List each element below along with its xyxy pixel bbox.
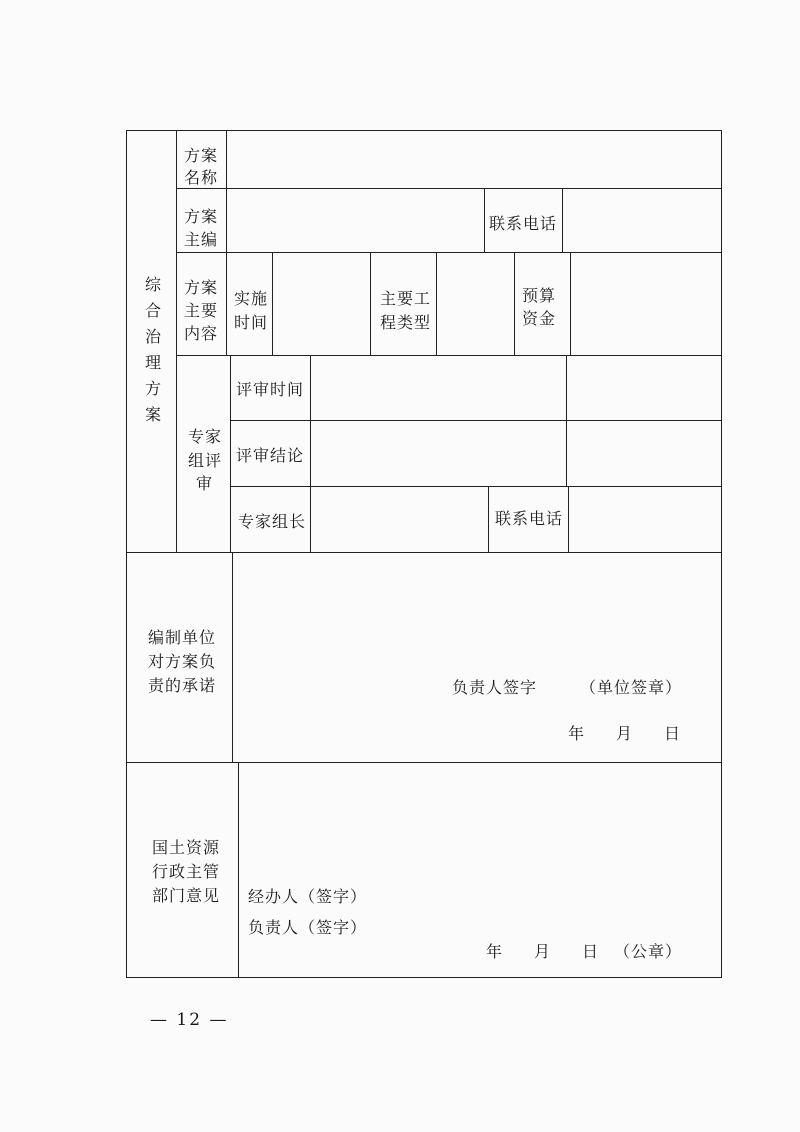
rule-col-phone-1b (562, 188, 563, 252)
rule-col-phone-2 (488, 486, 489, 552)
rule-section-commitment (126, 552, 722, 553)
rule-section-authority (126, 762, 722, 763)
rule-col-content-b (370, 252, 371, 355)
plan-content-label-1: 方案 (184, 278, 219, 297)
handler-sign-text: 经办人（签字） (248, 887, 368, 906)
rule-col-content-a (272, 252, 273, 355)
plan-editor-label-2: 主编 (184, 230, 219, 249)
rule-row-3 (176, 355, 722, 356)
rule-row-1 (176, 188, 722, 189)
official-seal-text: （公章） (614, 942, 683, 961)
rule-col-content-e (570, 252, 571, 355)
project-type-label-2: 程类型 (380, 313, 432, 332)
commitment-date-day: 日 (664, 724, 682, 743)
rule-review-1 (230, 420, 722, 421)
project-type-label-1: 主要工 (380, 289, 432, 308)
person-signature-text: 负责人签字 (452, 678, 538, 697)
authority-date-year: 年 (486, 942, 504, 961)
authority-date-day: 日 (582, 942, 600, 961)
expert-leader-label: 专家组长 (238, 512, 307, 531)
authority-date-month: 月 (534, 942, 552, 961)
unit-seal-text: （单位签章） (580, 678, 683, 697)
rule-col-section (176, 130, 177, 552)
contact-phone-label-2: 联系电话 (495, 509, 564, 528)
plan-content-label-3: 内容 (184, 324, 219, 343)
rule-col-content-d (514, 252, 515, 355)
commitment-label-3: 责的承诺 (148, 676, 217, 695)
impl-time-label-2: 时间 (234, 313, 269, 332)
rule-col-phone-1 (484, 188, 485, 252)
review-conclusion-label: 评审结论 (236, 446, 305, 465)
rule-col-review-right (566, 355, 567, 486)
authority-label-2: 行政主管 (152, 862, 221, 881)
rule-row-2 (176, 252, 722, 253)
expert-review-label-1: 专家 (188, 427, 223, 446)
expert-review-label-3: 审 (196, 474, 214, 493)
plan-name-label-1: 方案 (184, 146, 219, 165)
plan-name-label-2: 名称 (184, 168, 219, 187)
expert-review-label-2: 组评 (188, 451, 223, 470)
impl-time-label-1: 实施 (234, 289, 269, 308)
review-time-label: 评审时间 (236, 380, 305, 399)
responsible-sign-text: 负责人（签字） (248, 918, 368, 937)
commitment-date-month: 月 (616, 724, 634, 743)
commitment-date-year: 年 (568, 724, 586, 743)
rule-col-authority (238, 762, 239, 978)
commitment-label-2: 对方案负 (148, 652, 217, 671)
authority-label-3: 部门意见 (152, 886, 221, 905)
budget-label-1: 预算 (522, 286, 557, 305)
commitment-label-1: 编制单位 (148, 628, 217, 647)
rule-col-phone-2b (568, 486, 569, 552)
section-plan-label: 综合治理方案 (144, 275, 161, 424)
authority-label-1: 国土资源 (152, 838, 221, 857)
rule-col-review-label (230, 355, 231, 552)
plan-editor-label-1: 方案 (184, 207, 219, 226)
budget-label-2: 资金 (522, 309, 557, 328)
page-number: — 12 — (150, 1010, 229, 1030)
plan-content-label-2: 主要 (184, 301, 219, 320)
rule-col-commitment (232, 552, 233, 762)
rule-col-content-c (436, 252, 437, 355)
contact-phone-label: 联系电话 (489, 214, 558, 233)
rule-col-label (226, 130, 227, 355)
rule-review-2 (230, 486, 722, 487)
rule-col-review-value (310, 355, 311, 552)
